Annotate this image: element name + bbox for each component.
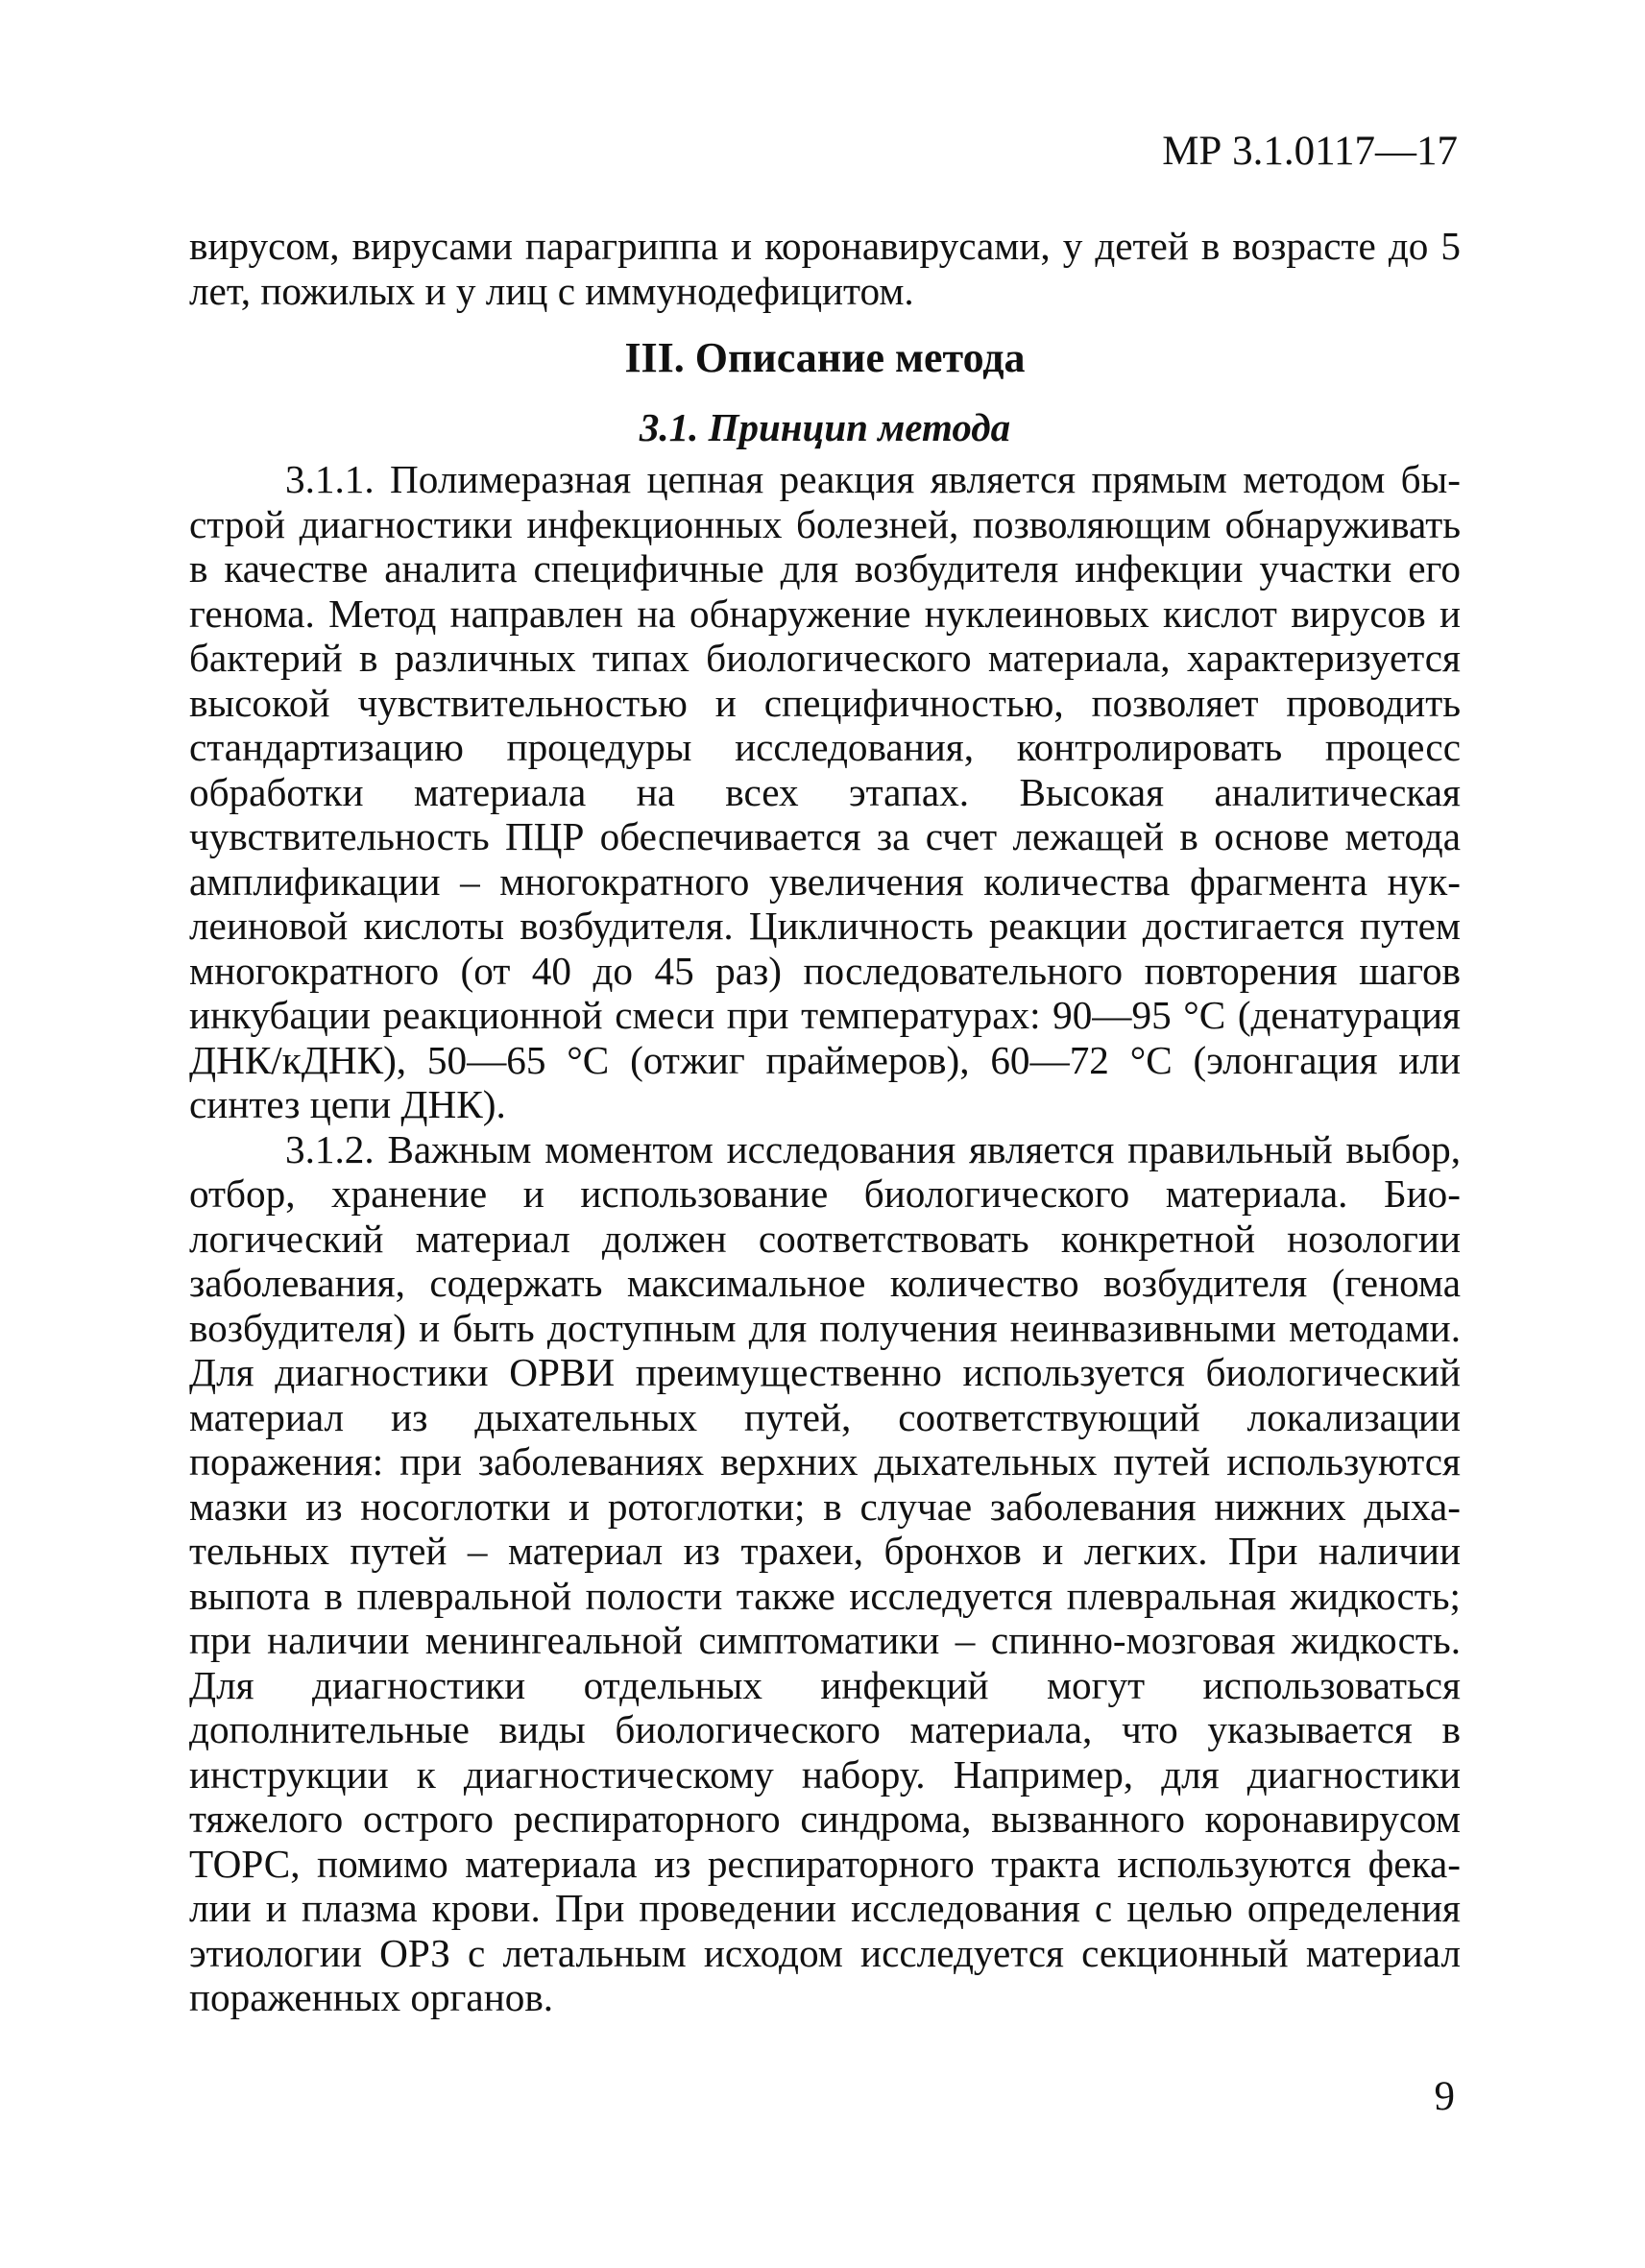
subsection-title: 3.1. Принцип метода bbox=[639, 405, 1011, 449]
paragraph-3-1-1: 3.1.1. Полимеразная цепная реакция является прямым методом быстрой диагностики инфекционных болезней, позволяющим обнаруживать в качестве аналита специфичные для возбудителя инфекции участки его генома. Метод направлен на обнаружение нуклеиновых кислот вирусов и бактерий в различных типах биологического материала, характеризуется высокой чувствительностью и специфичностью, позволяет проводить стандартизацию процедуры исследования, контролировать процесс обработки материала на всех этапах. Высокая аналитическая чувствительность ПЦР обеспечивается за счет лежащей в основе метода амплификации – многократного увеличения количества фрагмента нуклеиновой кислоты возбудителя. Цикличность реакции достигается путем многократного (от 40 до 45 раз) последовательного повторения шагов инкубации реакционной смеси при температурах: 90—95 °С (денатурация ДНК/кДНК), 50—65 °С (отжиг праймеров), 60—72 °С (элонгация или синтез цепи ДНК). bbox=[189, 457, 1461, 1126]
page-content bbox=[189, 224, 1461, 2020]
document-code-header: МР 3.1.0117—17 bbox=[1162, 129, 1458, 174]
paragraph-3-1-2: 3.1.2. Важным моментом исследования является правильный выбор, отбор, хранение и использование биологического материала. Биологический материал должен соответствовать конкретной нозологии заболевания, содержать максимальное количество возбудителя (генома возбудителя) и быть доступным для получения неинвазивными методами. Для диагностики ОРВИ преимущественно используется биологический материал из дыхательных путей, соответствующий локализации поражения: при заболеваниях верхних дыхательных путей используются мазки из носоглотки и ротоглотки; в случае заболевания нижних дыхательных путей – материал из трахеи, бронхов и легких. При наличии выпота в плевральной полости также исследуется плевральная жидкость; при наличии менингеальной симптоматики – спинно-мозговая жидкость. Для диагностики отдельных инфекций могут использоваться дополнительные виды биологического материала, что указывается в инструкции к диагностическому набору. Например, для диагностики тяжелого острого респираторного синдрома, вызванного коронавирусом ТОРС, помимо материала из респираторного тракта используются фекалии и плазма крови. При проведении исследования с целью определения этиологии ОРЗ с летальным исходом исследуется секционный материал пораженных органов. bbox=[189, 1126, 1461, 2019]
intro-paragraph: вирусом, вирусами парагриппа и коронавирусами, у детей в возрасте до 5 лет, пожилых и у лиц с иммунодефицитом. bbox=[189, 224, 1461, 313]
section-title: III. Описание метода bbox=[624, 334, 1026, 381]
page-number: 9 bbox=[1434, 2074, 1455, 2119]
